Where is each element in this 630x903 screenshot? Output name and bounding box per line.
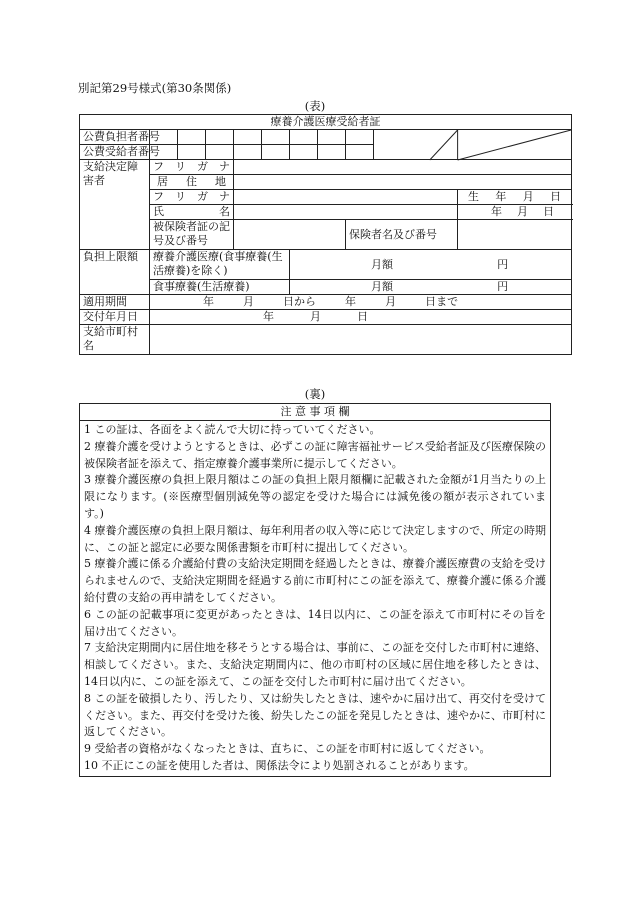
municipality-label: 支給市町村名 — [80, 325, 150, 355]
recipient-digit-2 — [178, 145, 206, 160]
certificate-form — [79, 114, 572, 355]
meal-limit-amount[interactable]: 月額 円 — [290, 280, 572, 295]
form-number-label: 別記第29号様式(第30条関係) — [78, 81, 232, 95]
limit-label: 負担上限額 — [80, 250, 150, 295]
address-label: 居 住 地 — [150, 175, 234, 190]
diagonal-lines — [374, 130, 571, 160]
recipient-number-label: 公費受給者番号 — [80, 145, 150, 160]
decision-holder-label: 支給決定障害者 — [80, 160, 150, 250]
insurer-name-field[interactable] — [458, 220, 572, 250]
issue-date-field[interactable]: 年 月 日 — [150, 310, 572, 325]
recipient-digit-3 — [206, 145, 234, 160]
recipient-digit-6 — [290, 145, 318, 160]
birthdate-field[interactable]: 年 月 日 — [458, 205, 572, 220]
medical-limit-amount[interactable]: 月額 円 — [290, 250, 572, 280]
insurance-card-label: 被保険者証の記号及び番号 — [150, 220, 234, 250]
recipient-digit-7 — [318, 145, 346, 160]
payer-digit-3 — [206, 130, 234, 145]
meal-limit-label: 食事療養(生活療養) — [150, 280, 290, 295]
payer-digit-5 — [262, 130, 290, 145]
furigana-label-name: フ リ ガ ナ — [150, 190, 234, 205]
notes-title: 注 意 事 項 欄 — [80, 404, 551, 421]
issue-date-label: 交付年月日 — [80, 310, 150, 325]
note-item: 4 療養介護医療の負担上限月額は、毎年利用者の収入等に応じて決定しますので、所定の時期に、この証と認定に必要な関係書類を市町村に提出してください。 — [84, 523, 546, 554]
notes-table — [79, 403, 551, 777]
form-title: 療養介護医療受給者証 — [80, 115, 572, 130]
note-item: 1 この証は、各面をよく読んで大切に持っていてください。 — [84, 423, 381, 436]
furigana-address-field[interactable] — [234, 160, 572, 175]
note-item: 6 この証の記載事項に変更があったときは、14日以内に、この証を添えて市町村にその旨を届け出てください。 — [84, 607, 546, 638]
birthdate-label: 生 年 月 日 — [458, 190, 572, 205]
notes-body — [80, 421, 551, 777]
back-side-label: (裏) — [304, 387, 326, 401]
medical-limit-label: 療養介護医療(食事療養(生活療養)を除く) — [150, 250, 290, 280]
note-item: 2 療養介護を受けようとするときは、必ずこの証に障害福祉サービス受給者証及び医療保険の被保険者証を添えて、指定療養介護事業所に提示してください。 — [84, 439, 546, 470]
recipient-digit-4 — [234, 145, 262, 160]
period-field[interactable]: 年 月 日から 年 月 日まで — [150, 295, 572, 310]
municipality-field[interactable] — [150, 325, 572, 355]
payer-digit-8 — [346, 130, 374, 145]
insurer-name-label: 保険者名及び番号 — [346, 220, 458, 250]
note-item: 8 この証を破損したり、汚したり、又は紛失したときは、速やかに届け出て、再交付を受けてください。また、再交付を受けた後、紛失したこの証を発見したときは、速やかに、市町村に返してください。 — [84, 691, 546, 739]
note-item: 7 支給決定期間内に居住地を移そうとする場合は、事前に、この証を交付した市町村に連絡、相談してください。また、支給決定期間内に、他の市町村の区域に居住地を移したときは、14日以内に、この証を添えて、この証を交付した市町村に届け出てください。 — [84, 641, 546, 688]
note-item: 10 不正にこの証を使用した者は、関係法令により処罰されることがあります。 — [84, 758, 475, 772]
note-item: 3 療養介護医療の負担上限月額はこの証の負担上限月額欄に記載された金額が1月当たりの上限になります。(※医療型個別減免等の認定を受けた場合には減免後の額が表示されています。) — [84, 473, 546, 520]
recipient-digit-5 — [262, 145, 290, 160]
furigana-name-field[interactable] — [234, 190, 458, 205]
number-blank-area — [374, 130, 572, 160]
furigana-label-address: フ リ ガ ナ — [150, 160, 234, 175]
note-item: 5 療養介護に係る介護給付費の支給決定期間を経過したときは、療養介護医療費の支給を受けられませんので、支給決定期間を経過する前に市町村にこの証を添えて、療養介護に係る介護給付費の支給の再申請をしてください。 — [84, 557, 546, 604]
address-field[interactable] — [234, 175, 572, 190]
note-item: 9 受給者の資格がなくなったときは、直ちに、この証を市町村に返してください。 — [84, 742, 491, 756]
payer-digit-4 — [234, 130, 262, 145]
front-side-label: (表) — [304, 99, 326, 113]
payer-number-label: 公費負担者番号 — [80, 130, 150, 145]
recipient-digit-8 — [346, 145, 374, 160]
payer-digit-6 — [290, 130, 318, 145]
period-label: 適用期間 — [80, 295, 150, 310]
name-label: 氏 名 — [150, 205, 234, 220]
payer-digit-7 — [318, 130, 346, 145]
insurance-card-field[interactable] — [234, 220, 346, 250]
name-field[interactable] — [234, 205, 458, 220]
payer-digit-2 — [178, 130, 206, 145]
